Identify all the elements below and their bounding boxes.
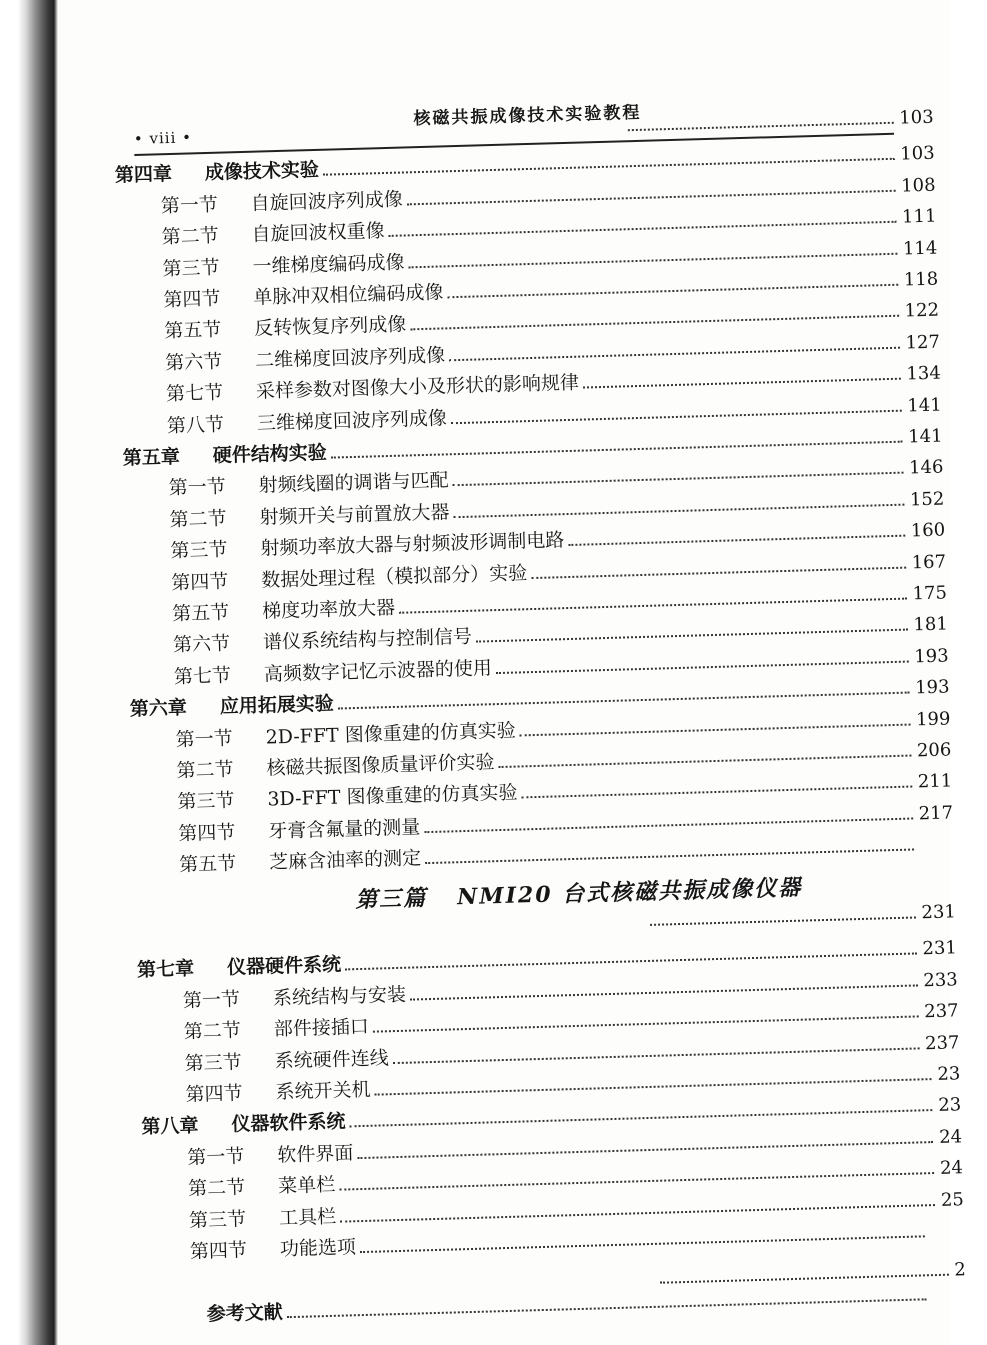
dot-leader	[499, 755, 912, 769]
toc-entry-title: 功能选项	[279, 1236, 357, 1261]
dot-leader	[568, 535, 905, 546]
toc-entry-title: 单脉冲双相位编码成像	[253, 281, 444, 309]
toc-entry-title: 3D-FFT 图像重建的仿真实验	[267, 781, 518, 811]
toc-page-number: 199	[915, 708, 951, 730]
toc-entry-title: 梯度功率放大器	[261, 596, 396, 623]
toc-page-number: 24	[938, 1126, 963, 1148]
dot-leader	[424, 817, 912, 833]
toc-entry-label: 第一节	[160, 193, 219, 218]
toc-page-number: 231	[922, 937, 958, 960]
toc-entry-title: 软件界面	[277, 1142, 354, 1167]
toc-entry-label: 第七节	[165, 381, 224, 406]
toc-entry-label: 第三节	[162, 256, 220, 280]
dot-leader	[410, 315, 898, 331]
toc-page-number: 231	[921, 901, 957, 924]
toc-entry-label: 第三节	[184, 1050, 243, 1075]
part-title: NMI20 台式核磁共振成像仪器	[456, 874, 803, 910]
toc-entry-label: 第四节	[171, 570, 229, 594]
dot-leader	[454, 503, 905, 518]
dot-leader	[451, 409, 902, 424]
toc-content	[60, 0, 987, 1344]
toc-entry-title: 射频线圈的调谐与匹配	[258, 469, 449, 498]
toc-entry-title: 反转恢复序列成像	[253, 313, 407, 341]
toc-entry-label: 第四章	[114, 163, 173, 187]
toc-page-number: 206	[916, 739, 952, 762]
running-title: 核磁共振成像技术实验教程	[413, 102, 642, 130]
toc-page-number: 111	[901, 205, 937, 228]
toc-page-number: 217	[918, 802, 954, 825]
dot-leader	[520, 723, 910, 736]
toc-page-number: 2	[954, 1259, 967, 1281]
toc-entry-label: 第二节	[176, 758, 234, 783]
toc-page-number: 167	[911, 551, 947, 574]
toc-entry-title: 射频开关与前置放大器	[259, 501, 450, 529]
toc-entry-title: 部件接插口	[273, 1015, 370, 1041]
dot-leader	[407, 190, 895, 206]
toc-reference-entry	[206, 1278, 966, 1326]
dot-leader	[287, 1298, 927, 1318]
toc-entry-label: 参考文献	[206, 1301, 284, 1326]
part-label: 第三篇	[354, 884, 428, 913]
toc-entry-label: 第七节	[173, 664, 232, 688]
toc-entry-title: 牙膏含氟量的测量	[267, 816, 421, 843]
page-number: • viii •	[133, 128, 193, 148]
toc-page-number: 141	[907, 394, 942, 417]
toc-page-number: 237	[924, 1031, 960, 1054]
dot-leader	[425, 849, 914, 865]
toc-entry-title: 高频数字记忆示波器的使用	[263, 657, 493, 686]
toc-entry-label: 第一节	[168, 475, 226, 500]
toc-entry-label: 第四节	[189, 1239, 248, 1263]
dot-leader	[496, 660, 909, 674]
toc-page-number: 237	[923, 1000, 959, 1023]
toc-continuation-line	[646, 901, 956, 931]
toc-entry-title: 三维梯度回波序列成像	[256, 406, 448, 435]
toc-entry-label: 第五章	[122, 445, 181, 470]
toc-page-number: 25	[940, 1188, 965, 1211]
toc-entry-label: 第四节	[185, 1082, 243, 1106]
toc-entry-label: 第五节	[178, 852, 237, 877]
toc-entry-title: 数据处理过程（模拟部分）实验	[260, 561, 528, 592]
toc-entry-title: 自旋回波序列成像	[250, 188, 404, 215]
toc-entry-title: 2D-FFT 图像重建的仿真实验	[265, 719, 517, 749]
toc-page-number: 103	[899, 143, 935, 165]
toc-entry-label: 第二节	[169, 507, 227, 531]
toc-page-number: 114	[902, 237, 938, 260]
toc-page-number: 23	[938, 1094, 962, 1117]
toc-entry-label: 第五节	[163, 319, 222, 343]
toc-page-number: 24	[939, 1157, 964, 1180]
toc-entry-title: 菜单栏	[277, 1173, 336, 1198]
toc-entry-label: 第一节	[175, 727, 233, 751]
toc-page-number: 193	[914, 676, 950, 699]
toc-entry-label: 第八章	[141, 1114, 199, 1139]
toc-entry-label: 第三节	[177, 789, 235, 814]
toc-entry-title: 二维梯度回波序列成像	[254, 344, 446, 372]
toc-page-number: 103	[898, 106, 934, 129]
toc-entry-label: 第一节	[187, 1145, 245, 1169]
toc-entry-title: 应用拓展实验	[219, 692, 335, 718]
toc-entry-title: 系统结构与安装	[272, 983, 407, 1010]
toc-entry-title: 仪器硬件系统	[226, 953, 342, 980]
toc-entry-label: 第四节	[163, 287, 221, 312]
toc-entry-title: 自旋回波权重像	[251, 220, 385, 246]
dot-leader	[447, 284, 898, 299]
dot-leader	[583, 378, 901, 389]
toc-page-number: 122	[904, 299, 940, 322]
toc-page-number: 211	[917, 770, 953, 793]
dot-leader	[409, 252, 897, 268]
toc-entry-title: 工具栏	[278, 1205, 337, 1229]
toc-entry-label: 第七章	[136, 958, 195, 982]
toc-entry-title: 一维梯度编码成像	[252, 251, 405, 278]
toc-entry-label: 第二节	[183, 1019, 242, 1044]
toc-entry-title: 核磁共振图像质量评价实验	[266, 751, 495, 780]
toc-page-number: 160	[910, 519, 946, 542]
toc-page-number: 146	[908, 456, 944, 479]
toc-entry-label: 第二节	[187, 1176, 246, 1201]
dot-leader	[628, 122, 894, 131]
toc-page-number: 141	[907, 425, 943, 448]
book-spine-shadow	[0, 0, 58, 1345]
toc-entry-label: 第三节	[188, 1207, 247, 1232]
toc-entry-title: 芝麻含油率的测定	[268, 847, 422, 874]
dot-leader	[449, 346, 900, 361]
toc-page-number: 233	[923, 969, 958, 992]
toc-entry-title: 谱仪系统结构与控制信号	[262, 626, 473, 654]
toc-page-number: 134	[906, 362, 942, 385]
toc-entry-label: 第六节	[172, 632, 231, 657]
toc-entry-title: 系统开关机	[275, 1078, 371, 1104]
toc-entry-title: 系统硬件连线	[274, 1046, 389, 1073]
toc-page-number: 108	[900, 174, 936, 197]
toc-entry-label: 第二节	[161, 224, 219, 249]
dot-leader	[476, 629, 908, 643]
toc-page-number: 175	[912, 582, 948, 605]
toc-entry-label: 第三节	[170, 538, 228, 563]
dot-leader	[531, 566, 906, 578]
toc-entry-title: 采样参数对图像大小及形状的影响规律	[255, 371, 580, 403]
toc-entry-title: 射频功率放大器与射频波形调制电路	[260, 529, 565, 560]
toc-entry-label: 第六章	[129, 696, 188, 721]
dot-leader	[650, 916, 916, 925]
toc-entry-title: 成像技术实验	[204, 159, 320, 185]
dot-leader	[453, 472, 904, 487]
toc-page-number: 127	[905, 331, 941, 354]
toc-entry-title: 仪器软件系统	[231, 1110, 346, 1137]
toc-entry-label: 第八节	[166, 413, 225, 437]
toc-entry-label: 第一节	[182, 988, 241, 1012]
toc-entry-label: 第四节	[178, 821, 236, 845]
toc-page-number: 23	[937, 1063, 961, 1085]
dot-leader	[522, 786, 912, 799]
toc-page-number: 193	[914, 645, 949, 668]
toc-page-number: 181	[913, 613, 949, 636]
dot-leader	[360, 1235, 925, 1253]
toc-page-number: 152	[909, 488, 945, 511]
toc-page-number: 118	[903, 268, 939, 291]
toc-entry-label: 第六节	[164, 350, 223, 374]
toc-entry-title: 硬件结构实验	[212, 441, 328, 467]
toc-entry-label: 第五节	[171, 601, 230, 626]
